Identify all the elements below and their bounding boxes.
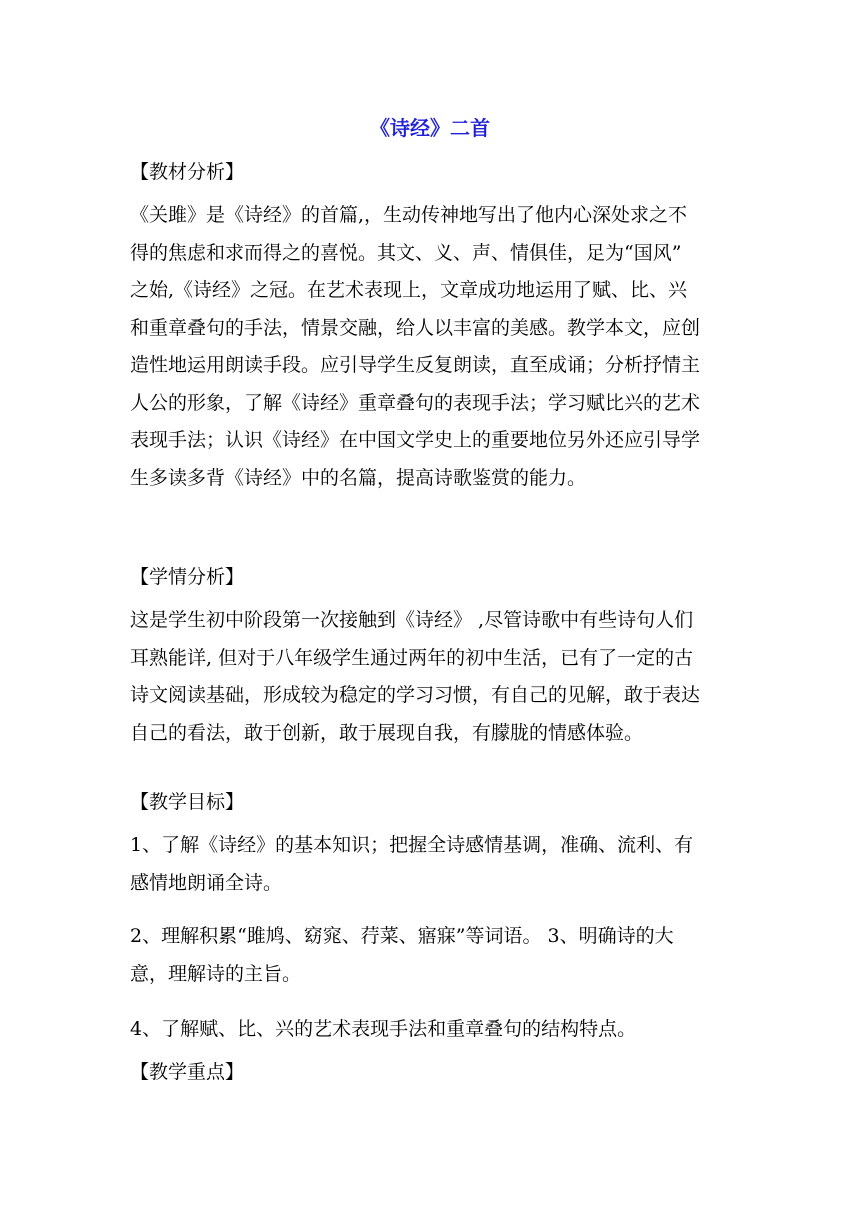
paragraph-line: 得的焦虑和求而得之的喜悦。其文、义、声、情俱佳，足为“国风”	[130, 241, 682, 264]
section-heading-teaching-goals: 【教学目标】	[130, 791, 245, 813]
paragraph-line: 造性地运用朗读手段。应引导学生反复朗读，直至成诵；分析抒情主	[130, 354, 701, 376]
paragraph-line: 表现手法；认识《诗经》在中国文学史上的重要地位另外还应引导学	[130, 429, 701, 451]
section-heading-student-analysis: 【学情分析】	[130, 566, 245, 588]
student-analysis-paragraph	[130, 602, 730, 752]
paragraph-line: 自己的看法，敢于创新，敢于展现自我，有朦胧的情感体验。	[130, 721, 644, 744]
goal-line: 4、了解赋、比、兴的艺术表现手法和重章叠句的结构特点。	[130, 1018, 637, 1040]
goal-line: 感情地朗诵全诗。	[130, 871, 283, 894]
teaching-goal-item	[130, 827, 730, 902]
paragraph-line: 这是学生初中阶段第一次接触到《诗经》 ,尽管诗歌中有些诗句人们	[130, 609, 694, 631]
paragraph-line: 诗文阅读基础，形成较为稳定的学习习惯，有自己的见解，敢于表达	[130, 684, 701, 706]
paragraph-line: 之始,《诗经》之冠。在艺术表现上，文章成功地运用了赋、比、兴	[130, 279, 688, 301]
textbook-analysis-paragraph	[130, 197, 730, 497]
goal-line: 意，理解诗的主旨。	[130, 962, 302, 985]
teaching-goal-item	[130, 1011, 730, 1049]
page-title: 《诗经》二首	[370, 116, 490, 140]
section-heading-textbook-analysis: 【教材分析】	[130, 161, 245, 183]
section-heading-teaching-focus: 【教学重点】	[130, 1061, 245, 1083]
paragraph-line: 《关雎》是《诗经》的首篇,，生动传神地写出了他内心深处求之不	[130, 204, 688, 226]
teaching-goal-item	[130, 918, 730, 993]
goal-line: 2、理解积累“雎鸠、窈窕、荇菜、寤寐”等词语。 3、明确诗的大	[130, 925, 674, 947]
paragraph-line: 人公的形象，了解《诗经》重章叠句的表现手法；学习赋比兴的艺术	[130, 391, 701, 414]
paragraph-line: 生多读多背《诗经》中的名篇，提高诗歌鉴赏的能力。	[130, 466, 587, 489]
paragraph-line: 耳熟能详, 但对于八年级学生通过两年的初中生活，已有了一定的古	[130, 646, 694, 669]
goal-line: 1、了解《诗经》的基本知识；把握全诗感情基调，准确、流利、有	[130, 834, 694, 856]
paragraph-line: 和重章叠句的手法，情景交融，给人以丰富的美感。教学本文，应创	[130, 316, 701, 339]
